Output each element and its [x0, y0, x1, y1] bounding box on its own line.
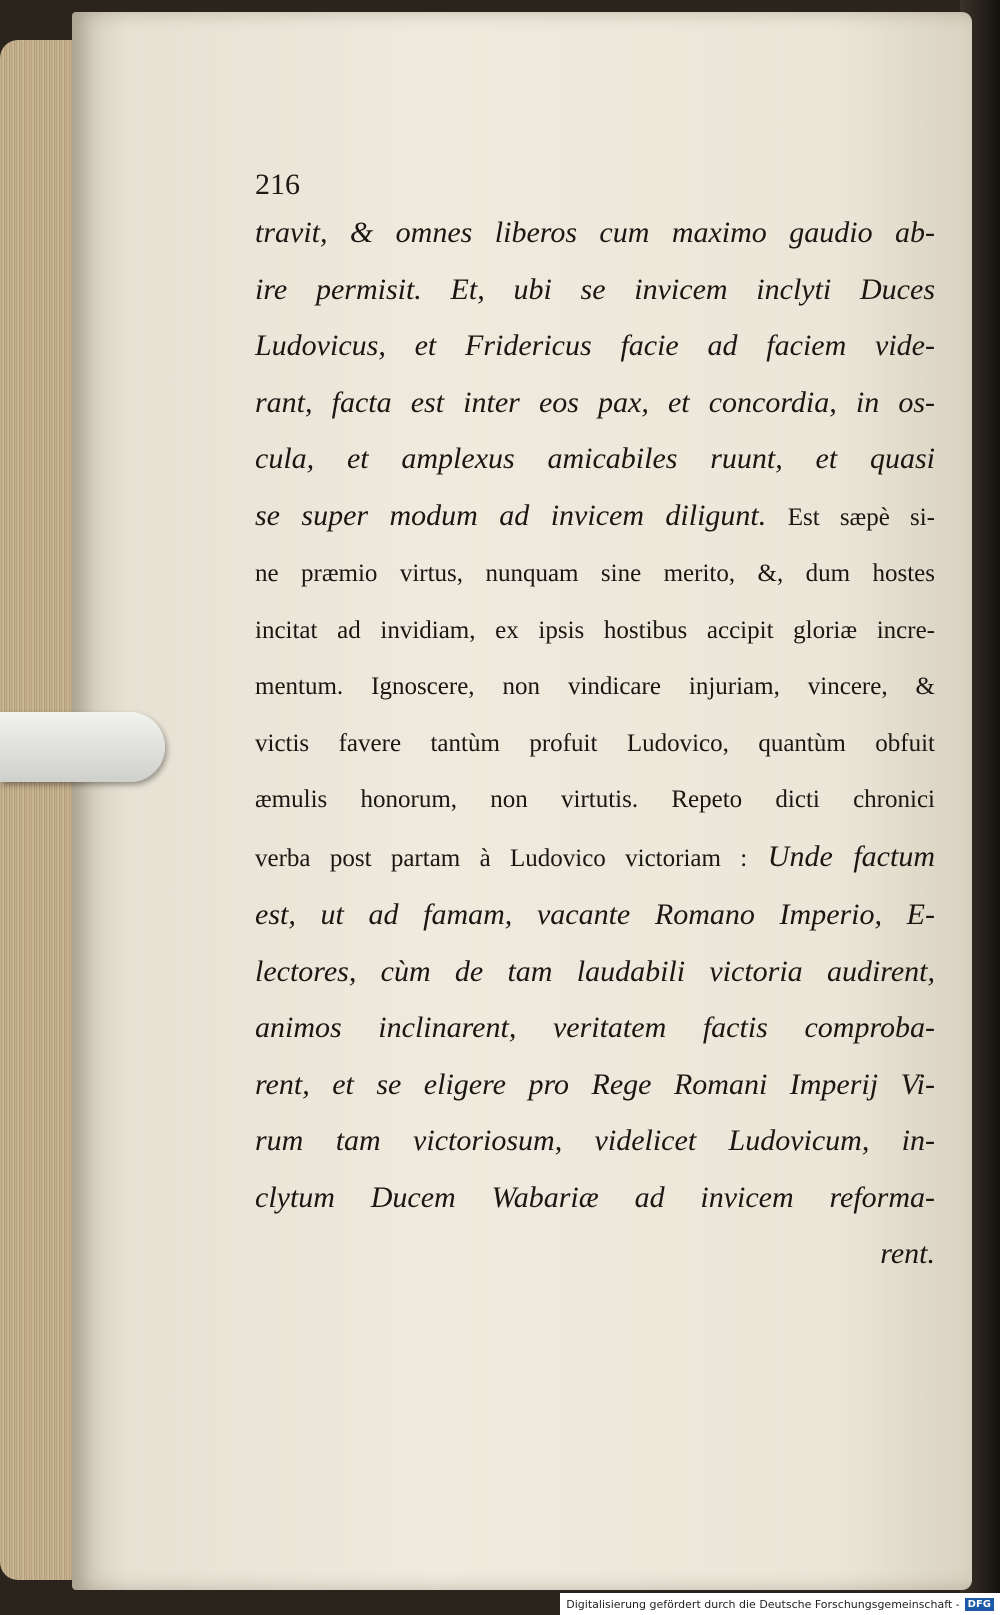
text-line: ire permisit. Et, ubi se invicem inclyti Duces	[255, 272, 935, 306]
text-line: rant, facta est inter eos pax, et concordia, in os-	[255, 385, 935, 419]
text-line: mentum. Ignoscere, non vindicare injuriam, vincere, &	[255, 673, 935, 700]
text-line: est, ut ad famam, vacante Romano Imperio, E-	[255, 898, 935, 931]
text-line: Ludovicus, et Fridericus facie ad faciem vide-	[255, 329, 935, 362]
italic-segment: se super modum ad invicem diligunt.	[255, 498, 767, 532]
italic-segment: Unde factum	[767, 839, 935, 873]
roman-segment: verba post partam à Ludovico victoriam :	[255, 844, 748, 872]
text-line	[255, 488, 935, 547]
dfg-credit-bar	[560, 1593, 1000, 1615]
text-line: incitat ad invidiam, ex ipsis hostibus accipit gloriæ incre-	[255, 616, 935, 644]
credit-text: Digitalisierung gefördert durch die Deutsche Forschungsgemeinschaft -	[566, 1597, 960, 1611]
text-line: rum tam victoriosum, videlicet Ludovicum, in-	[255, 1124, 935, 1157]
page-body	[255, 205, 935, 1283]
text-line: lectores, cùm de tam laudabili victoria audirent,	[255, 954, 935, 988]
text-line: cula, et amplexus amicabiles ruunt, et quasi	[255, 442, 935, 475]
text-line: travit, & omnes liberos cum maximo gaudio ab-	[255, 216, 935, 249]
page-number: 216	[255, 168, 300, 201]
text-line: ne præmio virtus, nunquam sine merito, &, dum hostes	[255, 560, 935, 587]
text-line: animos inclinarent, veritatem factis comproba-	[255, 1011, 935, 1044]
text-line: rent.	[880, 1237, 935, 1270]
text-line: clytum Ducem Wabariæ ad invicem reforma-	[255, 1180, 935, 1214]
text-line: rent, et se eligere pro Rege Romani Imperij Vi-	[255, 1067, 935, 1101]
text-line: æmulis honorum, non virtutis. Repeto dicti chronici	[255, 786, 935, 813]
dfg-logo: DFG	[965, 1598, 994, 1611]
bookmark-tab	[0, 712, 165, 782]
text-line: victis favere tantùm profuit Ludovico, quantùm obfuit	[255, 729, 935, 757]
roman-segment: Est sæpè si-	[787, 503, 936, 531]
text-line	[255, 829, 935, 888]
